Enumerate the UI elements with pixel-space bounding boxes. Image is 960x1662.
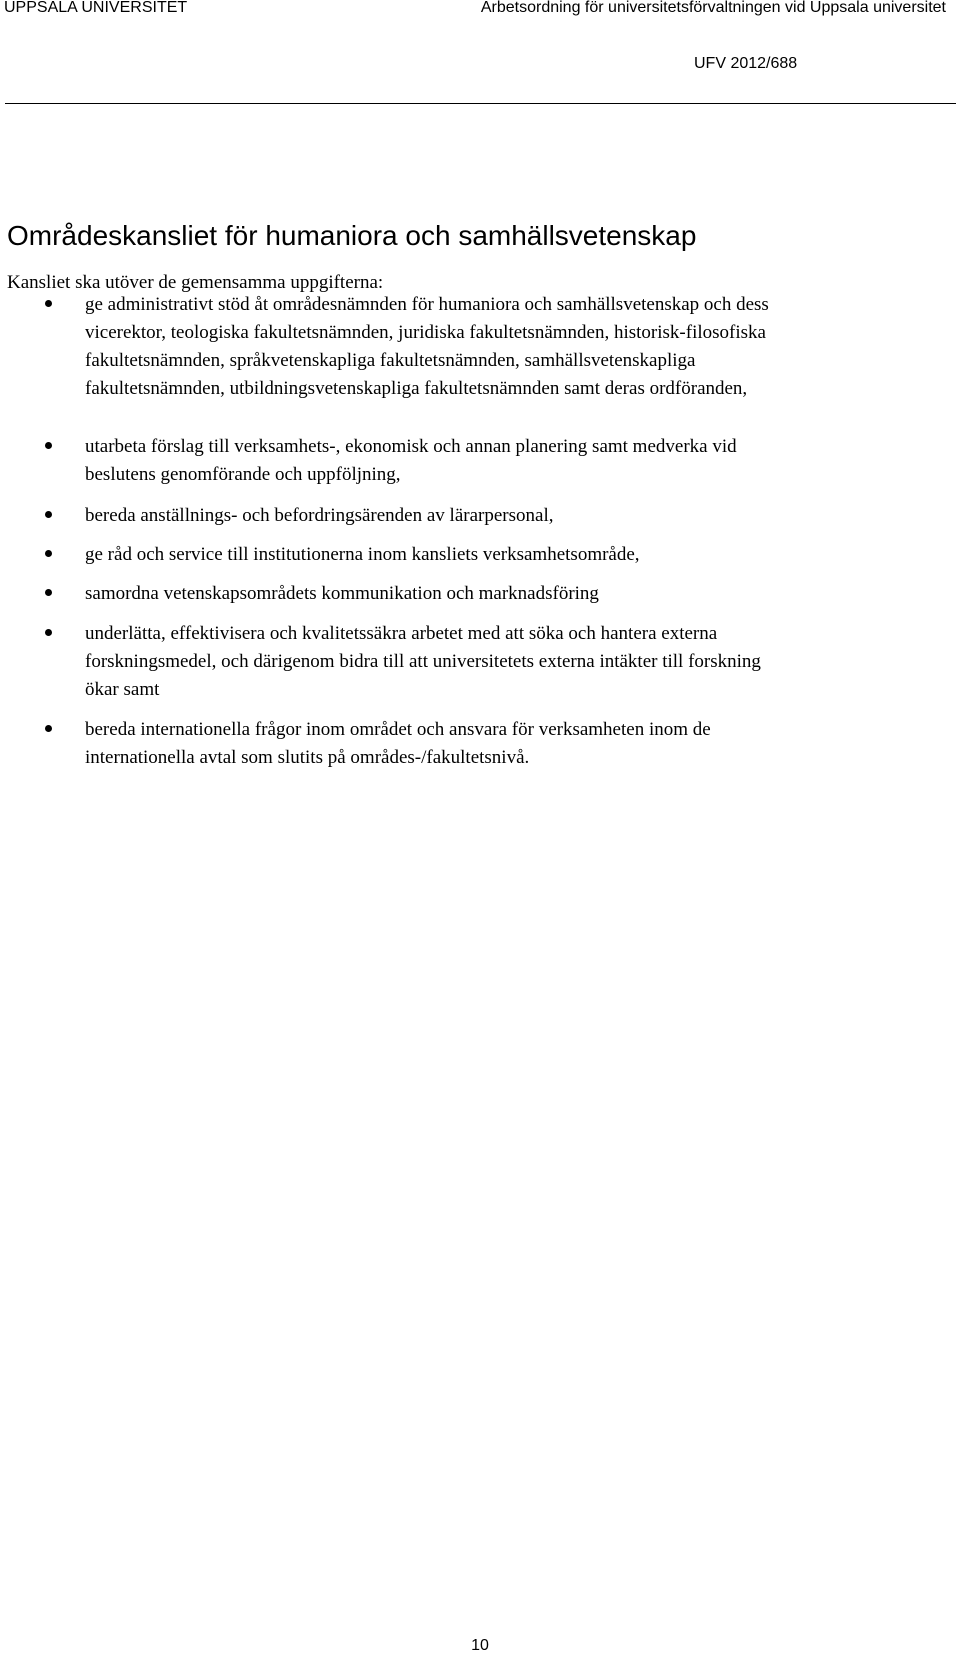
bullet-icon (45, 300, 52, 307)
header-divider (5, 103, 956, 104)
list-item-line: bereda anställnings- och befordringsärenden av lärarpersonal, (85, 505, 554, 526)
bullet-icon (45, 442, 52, 449)
list-item-text (85, 541, 953, 569)
header-document-title: Arbetsordning för universitetsförvaltningen vid Uppsala universitet (480, 0, 946, 16)
bullet-icon (45, 629, 52, 636)
list-item-line: samordna vetenskapsområdets kommunikation och marknadsföring (85, 583, 599, 604)
section-intro: Kansliet ska utöver de gemensamma uppgifterna: (7, 272, 384, 293)
list-item-text (85, 716, 953, 772)
list-item-text (85, 502, 953, 530)
page-number: 10 (471, 1637, 489, 1654)
list-item-line: bereda internationella frågor inom området och ansvara för verksamheten inom de (85, 719, 711, 740)
list-item-line: beslutens genomförande och uppföljning, (85, 464, 401, 485)
list-item-line: ge administrativt stöd åt områdesnämnden för humaniora och samhällsvetenskap och dess (85, 294, 769, 315)
list-item-line: utarbeta förslag till verksamhets-, ekonomisk och annan planering samt medverka vid (85, 436, 737, 457)
list-item-text (85, 433, 953, 489)
list-item-line: fakultetsnämnden, språkvetenskapliga fakultetsnämnden, samhällsvetenskapliga (85, 350, 696, 371)
list-item-line: underlätta, effektivisera och kvalitetssäkra arbetet med att söka och hantera externa (85, 623, 718, 644)
bullet-icon (45, 589, 52, 596)
header-organization: UPPSALA UNIVERSITET (4, 0, 188, 16)
section-title: Områdeskansliet för humaniora och samhällsvetenskap (7, 220, 697, 251)
bullet-icon (45, 725, 52, 732)
list-item-text (85, 620, 953, 704)
list-item-line: ge råd och service till institutionerna inom kansliets verksamhetsområde, (85, 544, 640, 565)
list-item-text (85, 291, 953, 403)
list-item-line: vicerektor, teologiska fakultetsnämnden, juridiska fakultetsnämnden, historisk-filosofiska (85, 322, 766, 343)
list-item-line: internationella avtal som slutits på områdes-/fakultetsnivå. (85, 747, 530, 768)
bullet-icon (45, 550, 52, 557)
list-item-text (85, 580, 953, 608)
document-reference: UFV 2012/688 (694, 55, 798, 72)
bullet-icon (45, 511, 52, 518)
list-item-line: ökar samt (85, 679, 160, 700)
list-item-line: fakultetsnämnden, utbildningsvetenskapliga fakultetsnämnden samt deras ordföranden, (85, 378, 748, 399)
list-item-line: forskningsmedel, och därigenom bidra till att universitetets externa intäkter till forskning (85, 651, 761, 672)
